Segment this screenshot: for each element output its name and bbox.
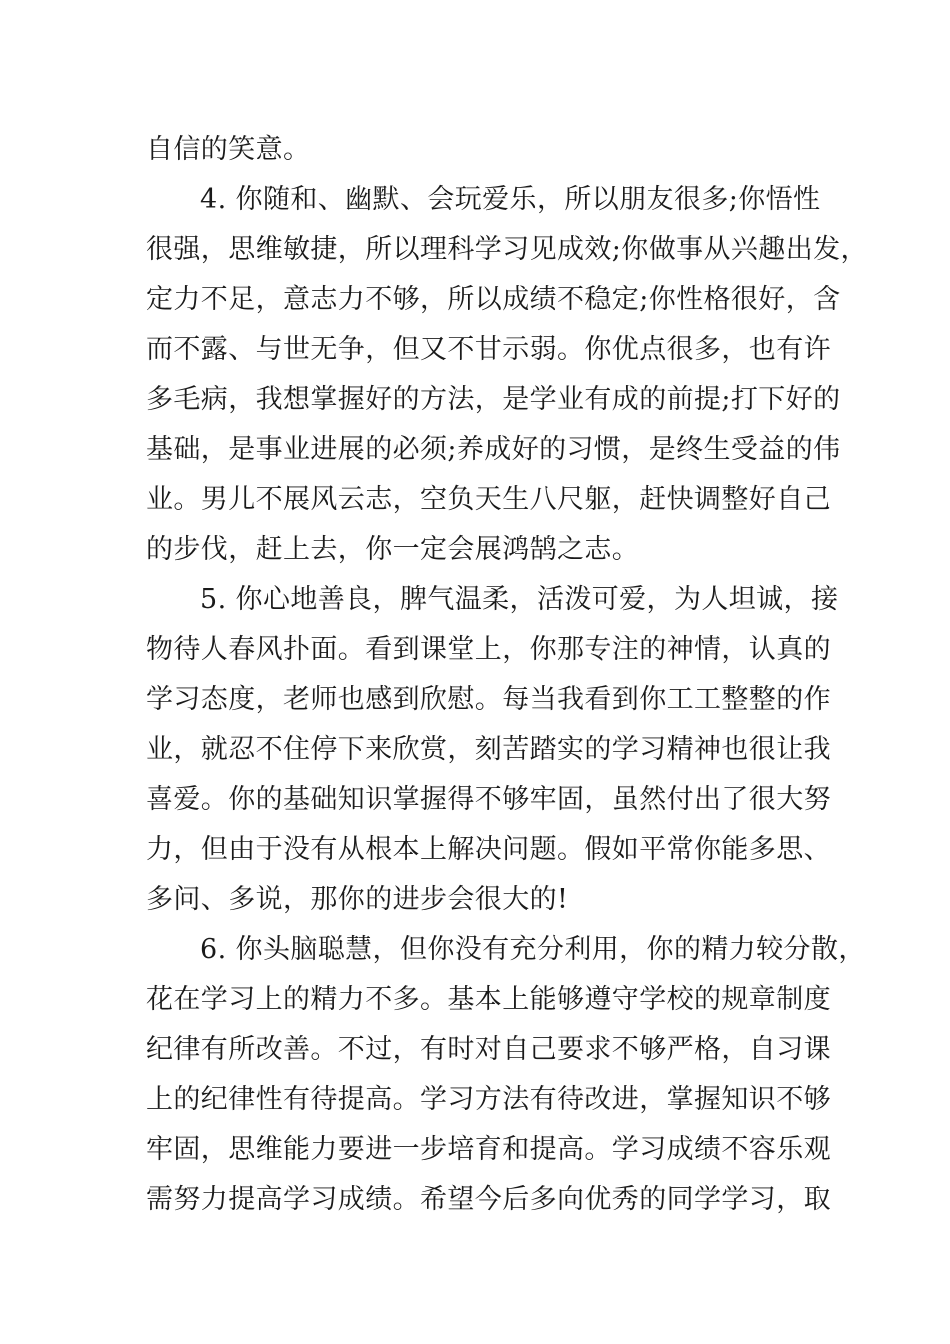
paragraph-5-start: 5. 你心地善良，脾气温柔，活泼可爱，为人坦诚，接 [200,584,839,615]
text-line: 学习态度，老师也感到欣慰。每当我看到你工工整整的作 [146,684,831,715]
text-line: 很强，思维敏捷，所以理科学习见成效;你做事从兴趣出发， [146,234,868,265]
text-line: 牢固，思维能力要进一步培育和提高。学习成绩不容乐观 [146,1134,831,1165]
text-line: 力，但由于没有从根本上解决问题。假如平常你能多思、 [146,834,831,865]
text-line: 多毛病，我想掌握好的方法，是学业有成的前提;打下好的 [146,384,841,415]
text-line: 需努力提高学习成绩。希望今后多向优秀的同学学习，取 [146,1184,831,1215]
text-line: 纪律有所改善。不过，有时对自己要求不够严格，自习课 [146,1034,831,1065]
text-line: 自信的笑意。 [146,134,311,165]
text-line: 基础，是事业进展的必须;养成好的习惯，是终生受益的伟 [146,434,841,465]
text-line: 而不露、与世无争，但又不甘示弱。你优点很多，也有许 [146,334,831,365]
text-line: 多问、多说，那你的进步会很大的! [146,884,569,915]
text-line: 上的纪律性有待提高。学习方法有待改进，掌握知识不够 [146,1084,831,1115]
text-line: 业。男儿不展风云志，空负天生八尺躯，赶快调整好自己 [146,484,831,515]
text-line: 花在学习上的精力不多。基本上能够遵守学校的规章制度 [146,984,831,1015]
text-line: 定力不足，意志力不够，所以成绩不稳定;你性格很好，含 [146,284,841,315]
text-line: 物待人春风扑面。看到课堂上，你那专注的神情，认真的 [146,634,831,665]
paragraph-4-start: 4. 你随和、幽默、会玩爱乐，所以朋友很多;你悟性 [200,184,821,215]
text-line: 业，就忍不住停下来欣赏，刻苦踏实的学习精神也很让我 [146,734,831,765]
paragraph-6-start: 6. 你头脑聪慧，但你没有充分利用，你的精力较分散， [200,934,866,965]
text-line: 的步伐，赶上去，你一定会展鸿鹄之志。 [146,534,640,565]
text-line: 喜爱。你的基础知识掌握得不够牢固，虽然付出了很大努 [146,784,831,815]
